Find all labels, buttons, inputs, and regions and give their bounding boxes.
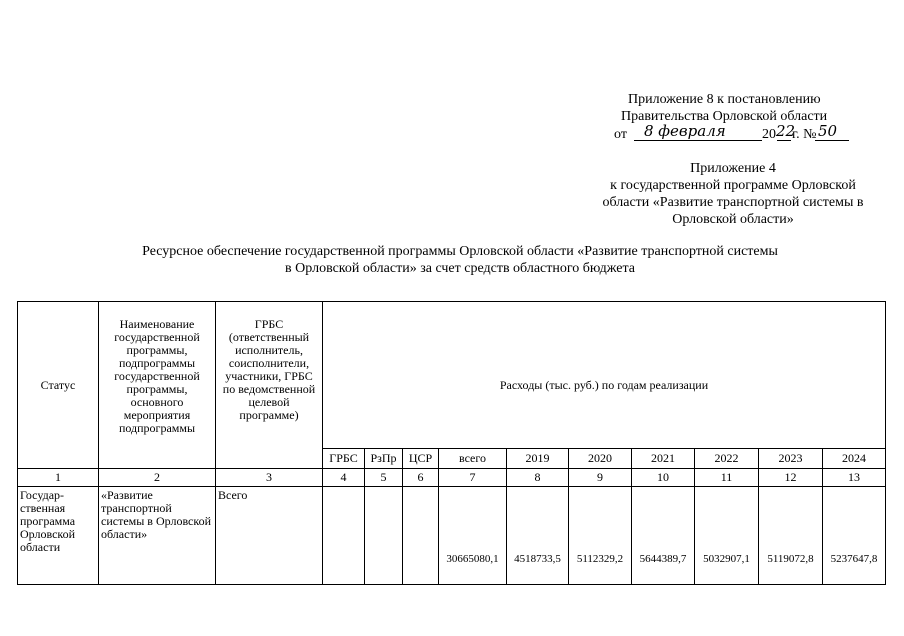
handwritten-date: 8 февраля [644, 122, 726, 140]
row-value-2020: 5112329,2 [569, 487, 632, 585]
col-number-6: 6 [403, 469, 439, 487]
year-prefix: 20 [762, 127, 776, 142]
appendix-line-2: к государственной программе Орловской [610, 178, 856, 193]
col-number-8: 8 [507, 469, 569, 487]
number-label: г. № [792, 127, 817, 142]
from-label: от [614, 127, 627, 142]
row-value-2024: 5237647,8 [823, 487, 886, 585]
resource-table [17, 301, 886, 585]
subheader-rzpr: РзПр [365, 449, 403, 469]
subheader-total: всего [439, 449, 507, 469]
col-number-5: 5 [365, 469, 403, 487]
title-line-1: Ресурсное обеспечение государственной программы Орловской области «Развитие транспортной системы [142, 244, 778, 259]
header-status: Статус [18, 302, 99, 469]
appendix-line-4: Орловской области» [672, 212, 794, 227]
appendix-line-3: области «Развитие транспортной системы в [602, 195, 864, 210]
table-row [18, 487, 886, 585]
handwritten-year: 22 [776, 122, 796, 140]
header-grbs-description: ГРБС (ответственный исполнитель, соисполнители, участники, ГРБС по ведомственной целевой программе) [216, 302, 323, 469]
row-value-total: 30665080,1 [439, 487, 507, 585]
approval-line-2: Правительства Орловской области [621, 109, 828, 124]
document-title [60, 243, 860, 277]
row-value-2022: 5032907,1 [695, 487, 759, 585]
row-grbs-code [323, 487, 365, 585]
row-name: «Развитие транспортной системы в Орловской области» [99, 487, 216, 585]
subheader-2021: 2021 [632, 449, 695, 469]
subheader-2024: 2024 [823, 449, 886, 469]
col-number-7: 7 [439, 469, 507, 487]
row-rzpr-code [365, 487, 403, 585]
title-line-2: в Орловской области» за счет средств областного бюджета [285, 261, 635, 276]
row-value-2023: 5119072,8 [759, 487, 823, 585]
row-status: Государ-ственная программа Орловской области [18, 487, 99, 585]
subheader-2020: 2020 [569, 449, 632, 469]
col-number-9: 9 [569, 469, 632, 487]
subheader-grbs: ГРБС [323, 449, 365, 469]
row-value-2021: 5644389,7 [632, 487, 695, 585]
approval-line-3 [614, 122, 854, 145]
row-csr-code [403, 487, 439, 585]
header-expenses: Расходы (тыс. руб.) по годам реализации [323, 302, 886, 449]
col-number-2: 2 [99, 469, 216, 487]
col-number-10: 10 [632, 469, 695, 487]
approval-line-1: Приложение 8 к постановлению [628, 92, 821, 107]
appendix-block [578, 160, 888, 228]
col-number-13: 13 [823, 469, 886, 487]
appendix-line-1: Приложение 4 [690, 161, 776, 176]
col-number-12: 12 [759, 469, 823, 487]
subheader-2019: 2019 [507, 449, 569, 469]
subheader-2022: 2022 [695, 449, 759, 469]
header-name: Наименование государственной программы, подпрограммы государственной программы, основного мероприятия подпрограммы [99, 302, 216, 469]
row-grbs: Всего [216, 487, 323, 585]
subheader-2023: 2023 [759, 449, 823, 469]
col-number-11: 11 [695, 469, 759, 487]
row-value-2019: 4518733,5 [507, 487, 569, 585]
subheader-csr: ЦСР [403, 449, 439, 469]
col-number-4: 4 [323, 469, 365, 487]
col-number-3: 3 [216, 469, 323, 487]
col-number-1: 1 [18, 469, 99, 487]
handwritten-number: 50 [818, 122, 838, 140]
